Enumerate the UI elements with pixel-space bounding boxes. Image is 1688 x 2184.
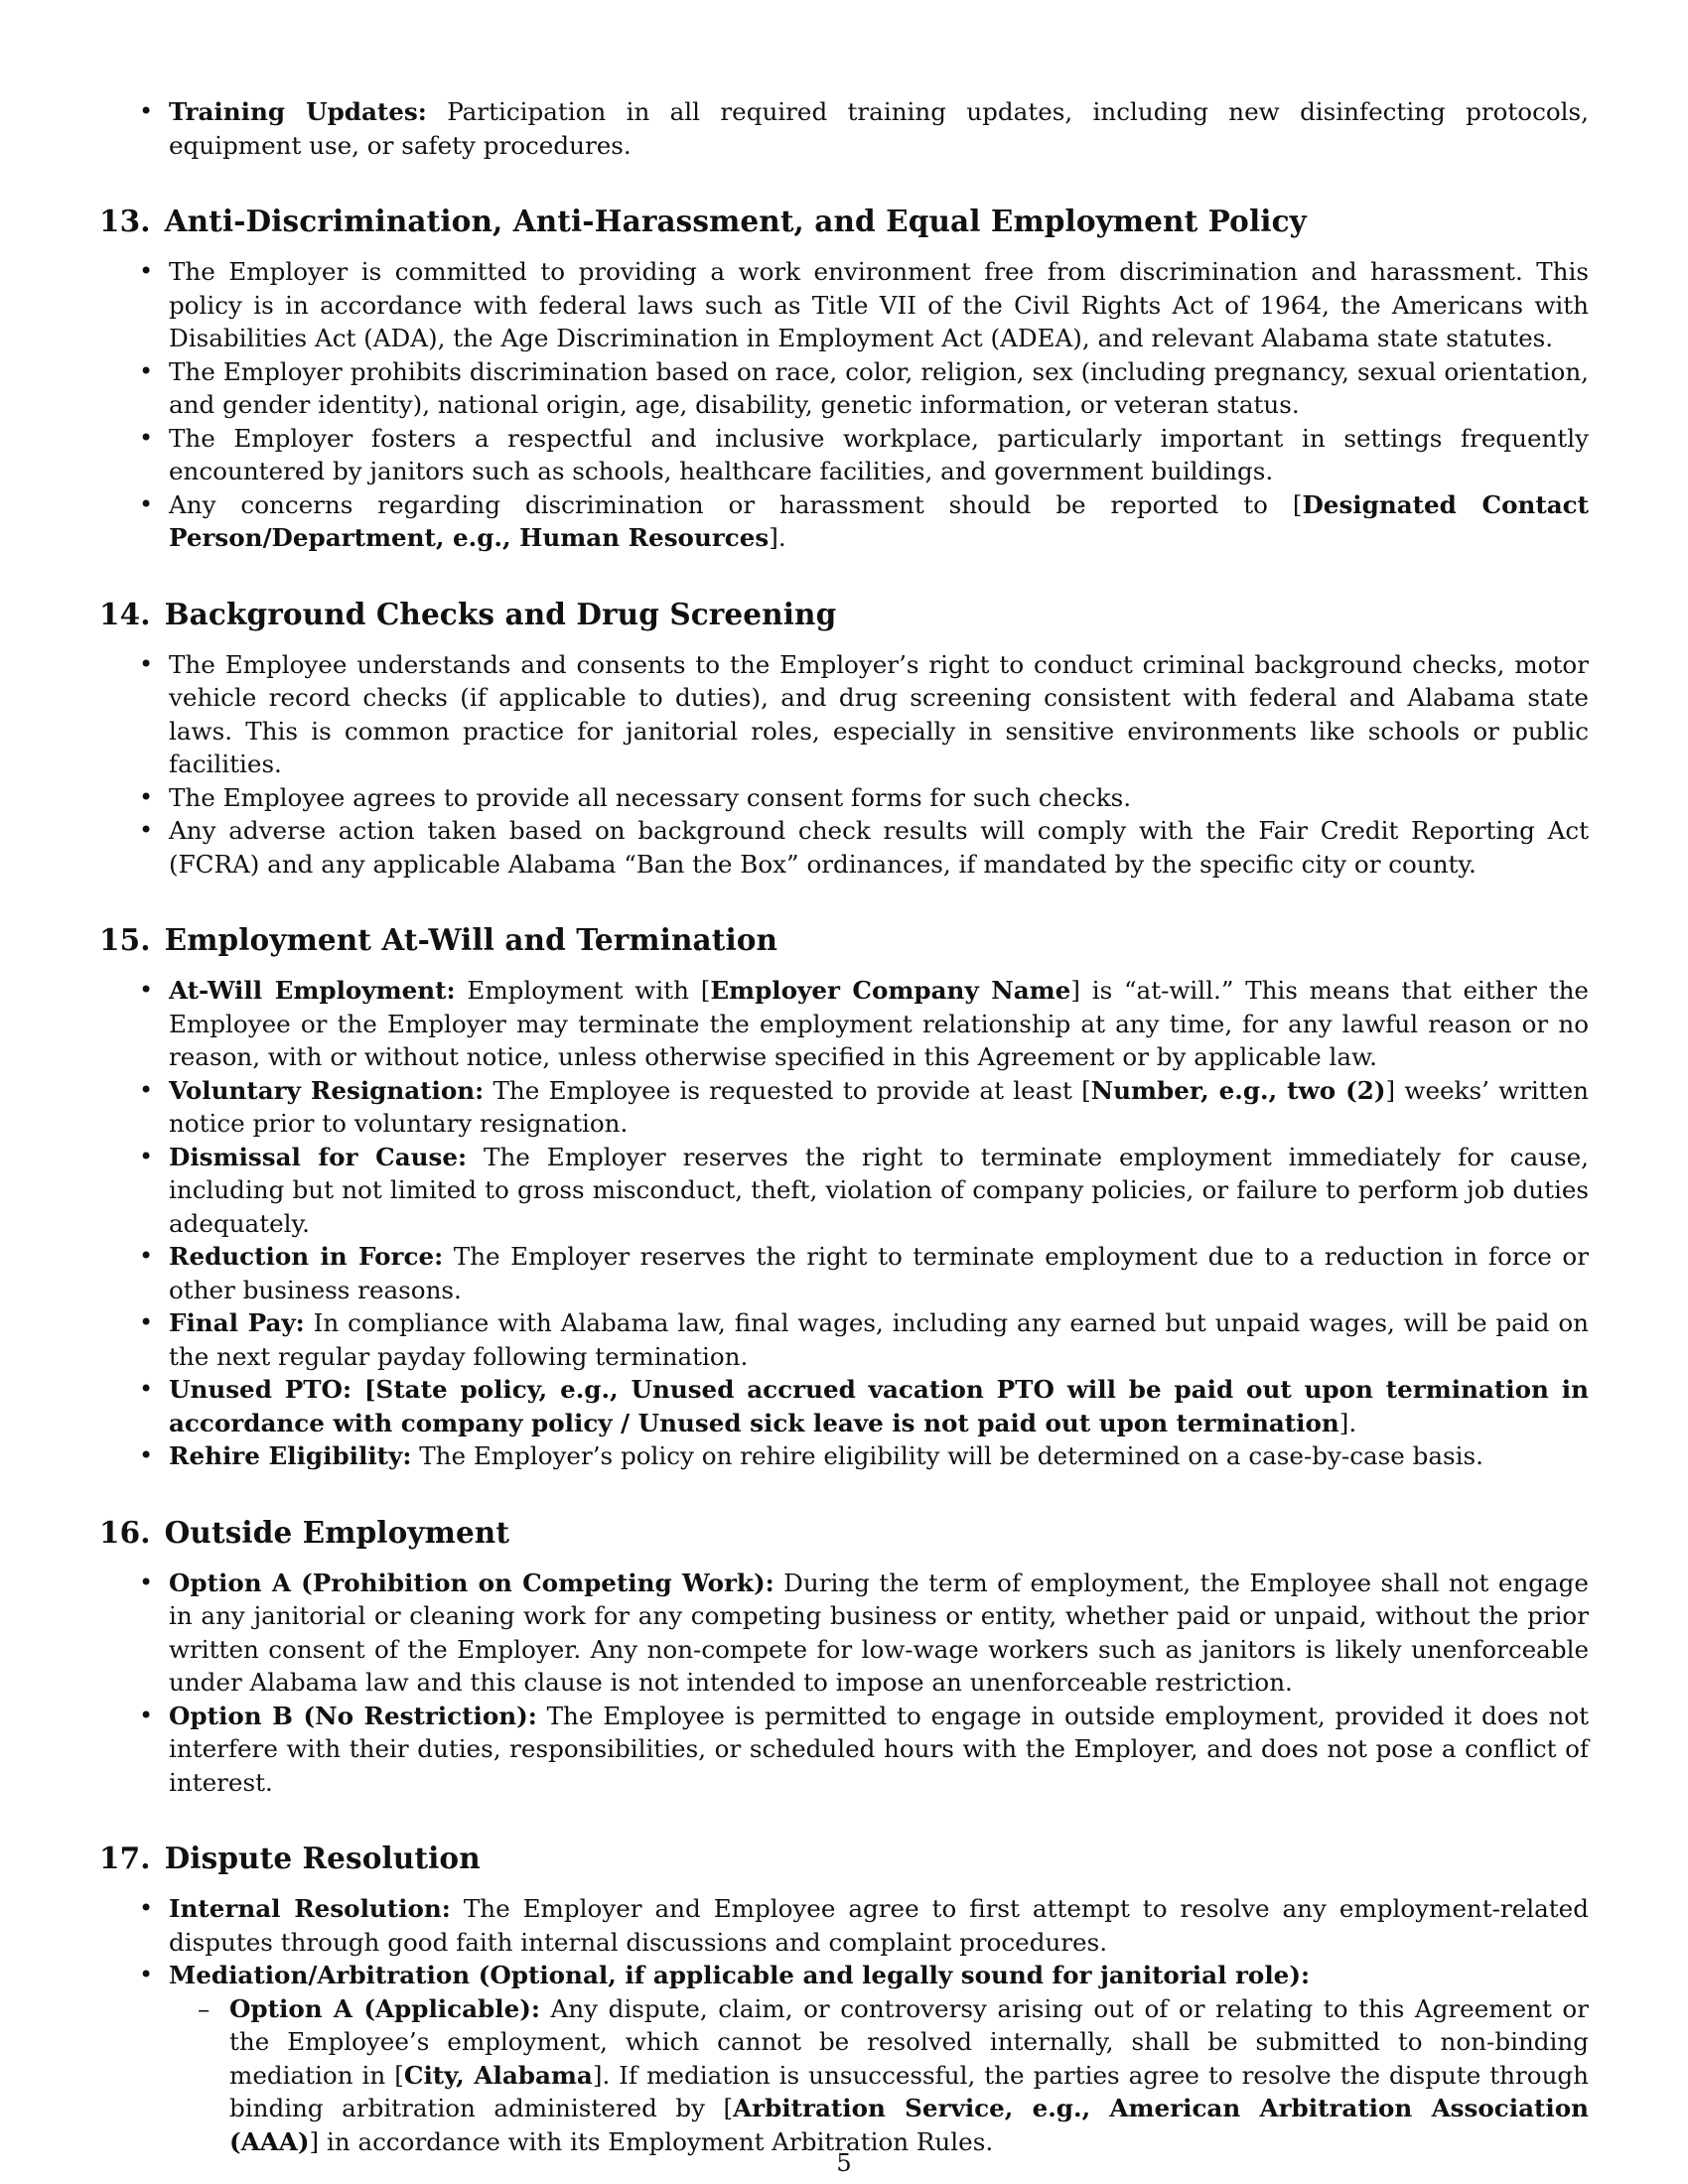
item-text: Employment with [ [455, 976, 711, 1005]
placeholder-field: Arbitration Service, e.g., American Arbitration Association (AAA) [229, 2094, 1589, 2156]
placeholder-field: City, Alabama [403, 2060, 593, 2090]
section-title: Outside Employment [164, 1514, 510, 1550]
item-text: Any concerns regarding discrimination or harassment should be reported to [ [169, 489, 1303, 519]
item-label: Option B (No Restriction): [169, 1701, 537, 1730]
list-item: • The Employer prohibits discrimination based on race, color, religion, sex (including pregnancy, sexual orientation, and gender identity), national origin, age, disability, genetic information, or veteran status. [99, 355, 1589, 422]
item-text: Any dispute, claim, or controversy arising out of or relating to this Agreement or the Employee’s employment, which cannot be resolved internally, shall be submitted to non-binding mediation in [ [229, 1993, 1589, 2090]
list-item [99, 1074, 1589, 1141]
page-number: 5 [836, 2149, 852, 2177]
section-heading [99, 1839, 1589, 1878]
section-17 [99, 1839, 1589, 2158]
sub-list-item [99, 1992, 1589, 2159]
item-text: The Employer and Employee agree to first attempt to resolve any employment-related disputes through good faith internal discussions and complaint procedures. [169, 1894, 1589, 1957]
section-13 [99, 202, 1589, 555]
section-title: Background Checks and Drug Screening [164, 596, 837, 631]
item-label: Unused PTO: [State policy, e.g., Unused accrued vacation PTO will be paid out upon termination in accordance with company policy / Unused sick leave is not paid out upon termination [169, 1375, 1589, 1437]
item-text: ]. [769, 523, 786, 552]
item-text: ] weeks’ written notice prior to voluntary resignation. [169, 1075, 1589, 1138]
item-text: In compliance with Alabama law, final wages, including any earned but unpaid wages, will be paid on the next regular payday following termination. [169, 1308, 1589, 1371]
section-15 [99, 920, 1589, 1473]
section-heading [99, 1513, 1589, 1553]
list-item: • The Employee agrees to provide all necessary consent forms for such checks. [99, 781, 1589, 815]
section-list [99, 648, 1589, 882]
list-item [99, 1700, 1589, 1800]
list-item [99, 974, 1589, 1074]
item-text: ] is “at-will.” This means that either the Employee or the Employer may terminate the employment relationship at any time, for any lawful reason or no reason, with or without notice, unless otherwise specified in this Agreement or by applicable law. [169, 976, 1589, 1071]
item-text: ] in accordance with its Employment Arbitration Rules. [309, 2126, 994, 2156]
item-label: Training Updates: [169, 97, 427, 126]
sub-list [169, 1992, 1589, 2159]
section-number: 14. [99, 596, 151, 631]
item-text: Participation in all required training updates, including new disinfecting protocols, equipment use, or safety procedures. [169, 97, 1589, 160]
item-label: Rehire Eligibility: [169, 1441, 412, 1470]
section-heading [99, 202, 1589, 241]
section-heading [99, 595, 1589, 634]
item-label: Reduction in Force: [169, 1242, 444, 1271]
list-item [99, 1306, 1589, 1373]
section-list [99, 1567, 1589, 1800]
section-14 [99, 595, 1589, 882]
section-number: 16. [99, 1514, 151, 1550]
section-title: Anti-Discrimination, Anti-Harassment, and Equal Employment Policy [164, 204, 1307, 238]
list-item [99, 1959, 1589, 2158]
placeholder-field: Number, e.g., two (2) [1090, 1075, 1386, 1105]
section-list [99, 974, 1589, 1473]
section-number: 15. [99, 922, 151, 957]
item-label: Internal Resolution: [169, 1894, 451, 1923]
item-label: Option A (Applicable): [229, 1993, 540, 2023]
section-heading [99, 920, 1589, 960]
list-item [99, 488, 1589, 555]
list-item [99, 1567, 1589, 1700]
intro-list [99, 95, 1589, 162]
section-list [99, 1892, 1589, 2158]
list-item: • The Employer is committed to providing a work environment free from discrimination and harassment. This policy is in accordance with federal laws such as Title VII of the Civil Rights Act of 1964, the Americans with Disabilities Act (ADA), the Age Discrimination in Employment Act (ADEA), and relevant Alabama state statutes. [99, 255, 1589, 355]
item-label: At-Will Employment: [169, 976, 456, 1005]
list-item [99, 1373, 1589, 1439]
item-label: Mediation/Arbitration (Optional, if applicable and legally sound for janitorial role): [169, 1961, 1311, 1989]
item-text: The Employee is requested to provide at least [ [484, 1075, 1091, 1105]
item-label: Dismissal for Cause: [169, 1142, 468, 1171]
placeholder-field: Employer Company Name [710, 976, 1071, 1005]
item-text: The Employee is permitted to engage in outside employment, provided it does not interfere with their duties, responsibilities, or scheduled hours with the Employer, and does not pose a conflict of interest. [169, 1701, 1590, 1797]
item-text: During the term of employment, the Employee shall not engage in any janitorial or cleaning work for any competing business or entity, whether paid or unpaid, without the prior written consent of the Employer. Any non-compete for low-wage workers such as janitors is likely unenforceable under Alabama law and this clause is not intended to impose an unenforceable restriction. [169, 1568, 1589, 1697]
item-text: ]. [1338, 1408, 1357, 1437]
item-text: ]. If mediation is unsuccessful, the parties agree to resolve the dispute through binding arbitration administered by [ [229, 2060, 1589, 2122]
item-text: The Employer reserves the right to terminate employment due to a reduction in force or other business reasons. [169, 1242, 1589, 1304]
list-item: • The Employer fosters a respectful and inclusive workplace, particularly important in settings frequently encountered by janitors such as schools, healthcare facilities, and government buildings. [99, 422, 1589, 488]
item-text: The Employer’s policy on rehire eligibility will be determined on a case-by-case basis. [411, 1441, 1483, 1470]
list-item [99, 1892, 1589, 1959]
list-item: • The Employee understands and consents to the Employer’s right to conduct criminal background checks, motor vehicle record checks (if applicable to duties), and drug screening consistent with federal and Alabama state laws. This is common practice for janitorial roles, especially in sensitive environments like schools or public facilities. [99, 648, 1589, 781]
list-item: • Any adverse action taken based on background check results will comply with the Fair Credit Reporting Act (FCRA) and any applicable Alabama “Ban the Box” ordinances, if mandated by the specific city or county. [99, 814, 1589, 881]
placeholder-field: Designated Contact Person/Department, e.g., Human Resources [169, 489, 1590, 552]
section-number: 17. [99, 1841, 151, 1875]
section-title: Dispute Resolution [164, 1841, 481, 1875]
document-page [99, 95, 1589, 2158]
item-label: Final Pay: [169, 1308, 305, 1337]
list-item [99, 95, 1589, 162]
section-title: Employment At-Will and Termination [164, 922, 778, 957]
item-label: Voluntary Resignation: [169, 1075, 485, 1105]
list-item [99, 1240, 1589, 1306]
list-item [99, 1141, 1589, 1241]
section-list [99, 255, 1589, 555]
item-text: The Employer reserves the right to terminate employment immediately for cause, including but not limited to gross misconduct, theft, violation of company policies, or failure to perform job duties adequately. [169, 1142, 1589, 1238]
item-label: Option A (Prohibition on Competing Work): [169, 1568, 774, 1597]
section-16 [99, 1513, 1589, 1800]
list-item [99, 1439, 1589, 1473]
section-number: 13. [99, 204, 151, 238]
